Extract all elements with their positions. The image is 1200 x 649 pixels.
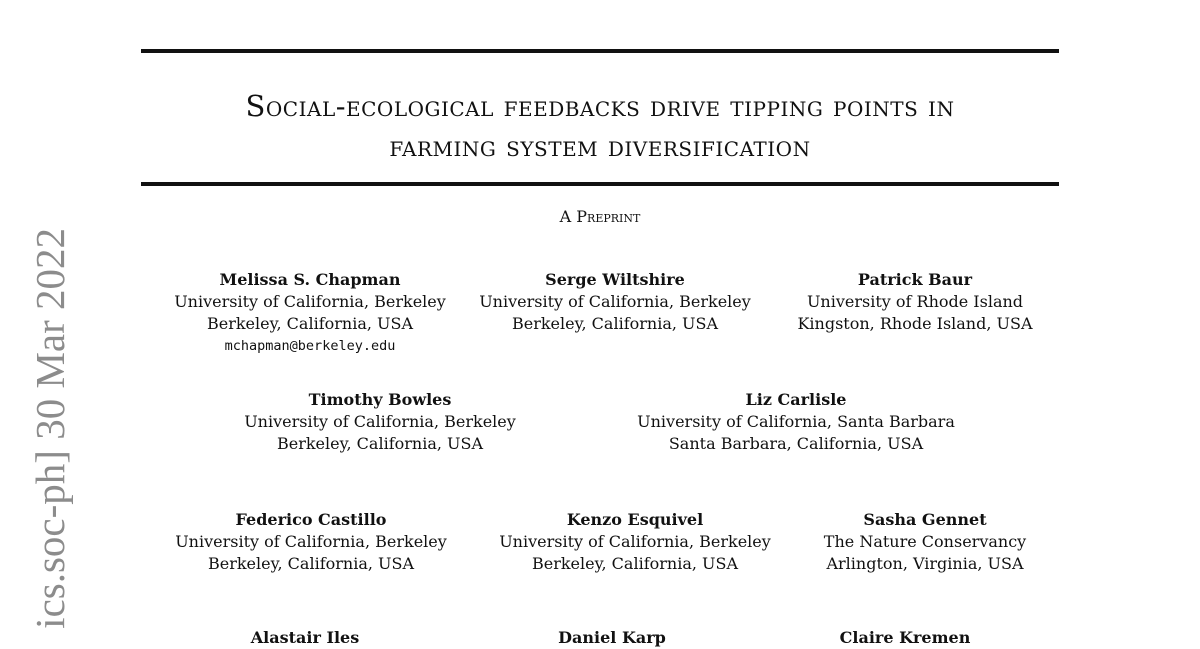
- author-name: Timothy Bowles: [308, 390, 452, 409]
- title-line-1: Social-ecological feedbacks drive tipping points in: [245, 89, 955, 123]
- author-affiliation: University of California, Berkeley: [244, 412, 516, 431]
- author-block: [805, 509, 1045, 575]
- arxiv-side-stamp: ics.soc-ph] 30 Mar 2022: [27, 228, 73, 629]
- preprint-label: A Preprint: [559, 207, 641, 226]
- author-affiliation: University of California, Berkeley: [479, 292, 751, 311]
- author-affiliation: University of California, Berkeley: [175, 532, 447, 551]
- author-location: Berkeley, California, USA: [276, 434, 484, 453]
- author-affiliation: University of Rhode Island: [806, 292, 1024, 311]
- author-block: [775, 269, 1055, 335]
- author-email[interactable]: mchapman@berkeley.edu: [224, 338, 396, 354]
- author-block: [484, 509, 786, 575]
- author-location: Kingston, Rhode Island, USA: [797, 314, 1033, 333]
- author-location: Berkeley, California, USA: [511, 314, 719, 333]
- author-location: Berkeley, California, USA: [207, 554, 415, 573]
- author-block: [465, 269, 765, 335]
- author-affiliation: University of California, Berkeley: [499, 532, 771, 551]
- author-name: Sasha Gennet: [863, 510, 987, 529]
- author-location: Arlington, Virginia, USA: [826, 554, 1024, 573]
- author-name: Patrick Baur: [857, 270, 973, 289]
- author-name: Daniel Karp: [558, 628, 666, 647]
- author-name: Kenzo Esquivel: [566, 510, 704, 529]
- author-block: [190, 627, 420, 649]
- author-affiliation: University of California, Santa Barbara: [637, 412, 955, 431]
- author-block: [150, 269, 470, 357]
- author-name: Liz Carlisle: [745, 390, 847, 409]
- author-name: Alastair Iles: [250, 628, 360, 647]
- author-block: [160, 509, 462, 575]
- paper-title: [141, 86, 1059, 166]
- title-line-2: farming system diversification: [389, 129, 811, 163]
- author-block: [790, 627, 1020, 649]
- author-name: Federico Castillo: [235, 510, 387, 529]
- author-name: Melissa S. Chapman: [219, 270, 401, 289]
- author-location: Berkeley, California, USA: [531, 554, 739, 573]
- author-name: Claire Kremen: [839, 628, 971, 647]
- author-name: Serge Wiltshire: [545, 270, 685, 289]
- title-bottom-rule: [141, 182, 1059, 186]
- author-block: [615, 389, 977, 455]
- author-affiliation: The Nature Conservancy: [823, 532, 1027, 551]
- title-top-rule: [141, 49, 1059, 53]
- author-block: [220, 389, 540, 455]
- author-location: Santa Barbara, California, USA: [668, 434, 924, 453]
- author-affiliation: University of California, Berkeley: [174, 292, 446, 311]
- author-location: Berkeley, California, USA: [206, 314, 414, 333]
- author-block: [497, 627, 727, 649]
